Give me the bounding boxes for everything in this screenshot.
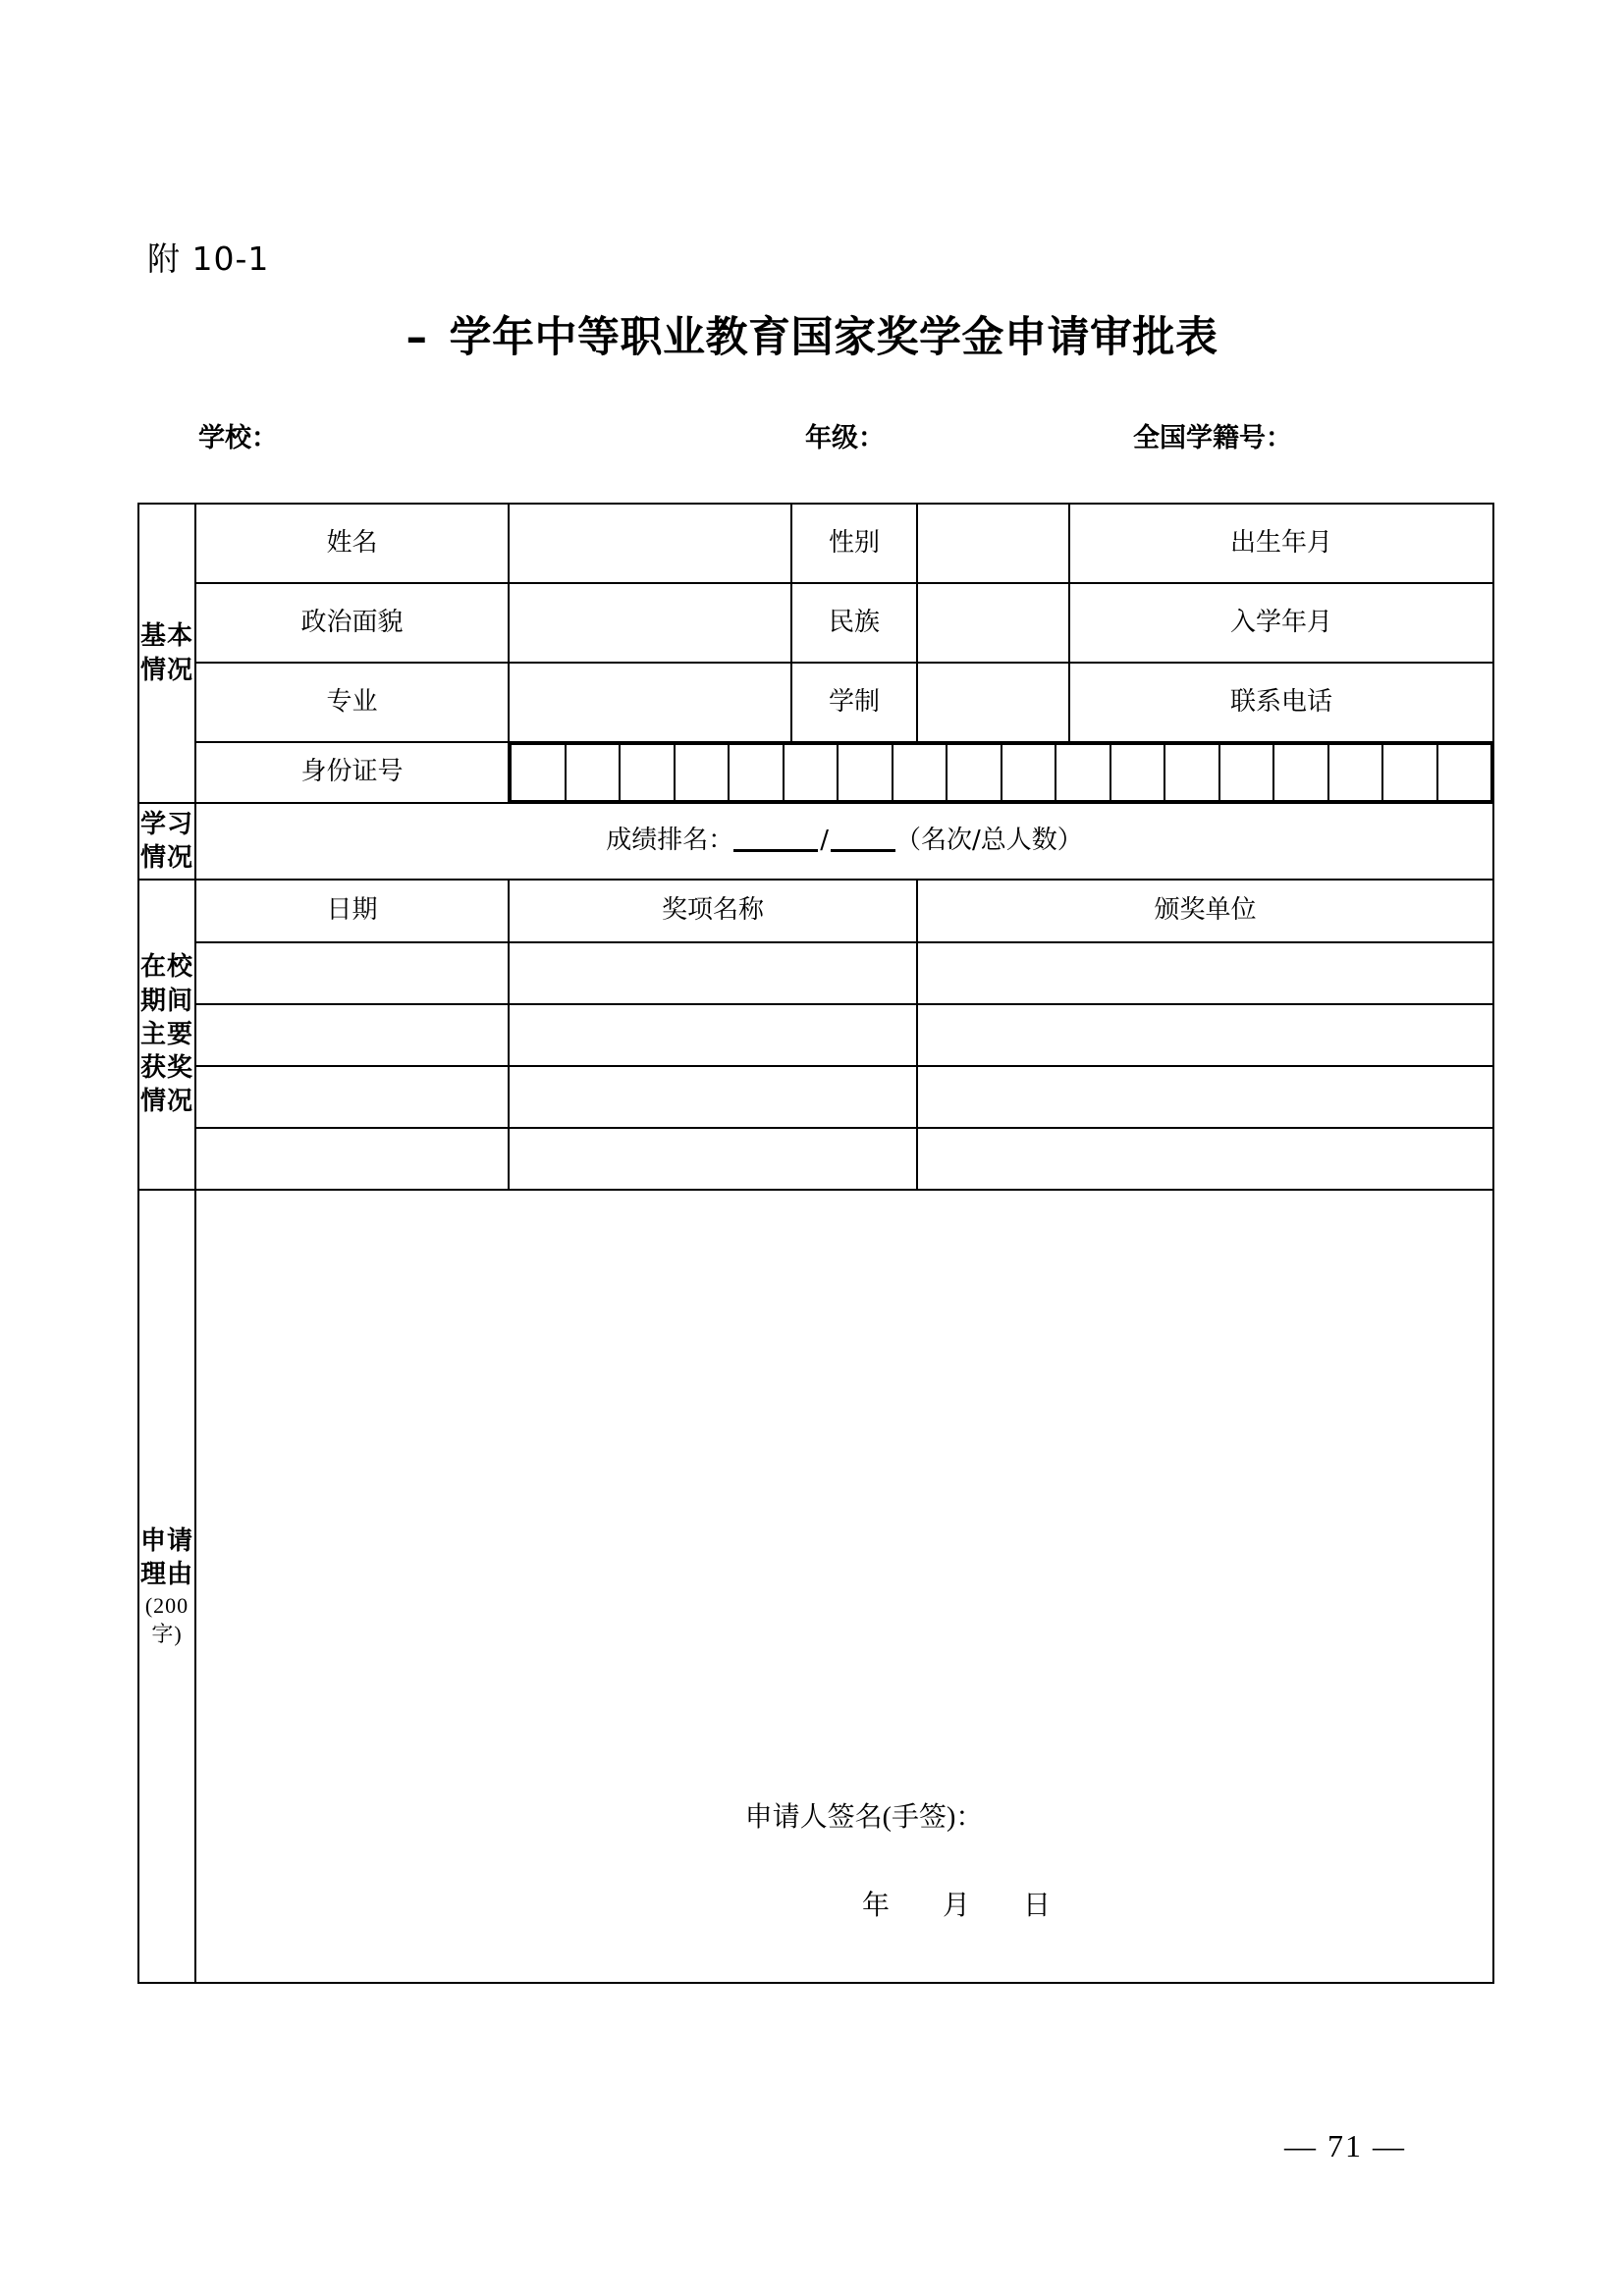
section-label-study (138, 803, 195, 880)
table-row (138, 583, 1493, 663)
grade-ranking-slash: / (820, 826, 830, 856)
field-label-gender: 性别 (791, 504, 917, 583)
id-number-box[interactable] (1110, 744, 1165, 801)
field-label-major: 专业 (195, 663, 509, 742)
section-label-basic-info-line2: 情况 (139, 655, 193, 685)
id-number-box[interactable] (511, 744, 566, 801)
award-cell-date[interactable] (195, 942, 509, 1004)
field-value-ethnicity[interactable] (917, 583, 1069, 663)
award-cell-name[interactable] (509, 942, 917, 1004)
id-number-box[interactable] (947, 744, 1001, 801)
field-label-phone: 联系电话 (1069, 663, 1493, 742)
table-row (138, 1190, 1493, 1983)
section-label-study-line2: 情况 (139, 843, 193, 873)
id-number-box[interactable] (1437, 744, 1492, 801)
section-label-reason-note2: 字) (151, 1622, 183, 1647)
table-row (138, 803, 1493, 880)
section-label-reason-note1: (200 (144, 1593, 189, 1619)
section-label-basic-info-line1: 基本 (139, 621, 193, 652)
id-number-box[interactable] (620, 744, 675, 801)
application-reason-textarea[interactable] (195, 1190, 1493, 1983)
id-number-box[interactable] (675, 744, 730, 801)
field-label-name: 姓名 (195, 504, 509, 583)
section-label-study-line1: 学习 (139, 809, 193, 839)
id-number-box[interactable] (838, 744, 893, 801)
id-number-box[interactable] (1382, 744, 1437, 801)
table-row (138, 742, 1493, 803)
section-label-awards-line1: 在校 (139, 952, 193, 983)
title-year-blank-dash: – (406, 313, 428, 362)
id-number-box[interactable] (784, 744, 839, 801)
signature-date-line (196, 1888, 1492, 1925)
national-student-id-label: 全国学籍号： (1133, 423, 1292, 454)
field-value-id-number (509, 742, 1493, 803)
meta-row (137, 416, 1492, 455)
id-number-box[interactable] (1056, 744, 1110, 801)
id-number-box[interactable] (1273, 744, 1328, 801)
id-number-box[interactable] (893, 744, 947, 801)
page-number: — 71 — (1284, 2128, 1406, 2163)
id-number-box[interactable] (566, 744, 621, 801)
award-cell-org[interactable] (917, 942, 1493, 1004)
award-cell-date[interactable] (195, 1128, 509, 1190)
school-label: 学校： (198, 423, 278, 454)
award-cell-org[interactable] (917, 1128, 1493, 1190)
section-label-awards-line4: 获奖 (139, 1053, 193, 1084)
field-value-political-status[interactable] (509, 583, 791, 663)
signature-block (196, 1799, 1492, 1925)
section-label-basic-info (138, 504, 195, 803)
id-number-box[interactable] (1001, 744, 1056, 801)
grade-ranking-input-rank[interactable] (733, 849, 818, 852)
column-header-award-name: 奖项名称 (509, 880, 917, 942)
application-form-table (137, 503, 1494, 1984)
id-number-box[interactable] (729, 744, 784, 801)
award-cell-name[interactable] (509, 1128, 917, 1190)
section-label-awards-line5: 情况 (139, 1087, 193, 1117)
grade-label: 年级： (805, 423, 885, 454)
table-row (138, 663, 1493, 742)
attachment-label: 附 10-1 (147, 240, 270, 278)
section-label-application-reason (138, 1190, 195, 1983)
field-value-gender[interactable] (917, 504, 1069, 583)
award-cell-date[interactable] (195, 1004, 509, 1066)
section-label-reason-line1: 申请 (139, 1525, 193, 1556)
table-row (138, 1004, 1493, 1066)
field-label-program-length: 学制 (791, 663, 917, 742)
table-row (138, 1128, 1493, 1190)
section-label-awards (138, 880, 195, 1190)
title-text: 学年中等职业教育国家奖学金申请审批表 (449, 313, 1218, 362)
grade-ranking-prefix: 成绩排名： (606, 826, 734, 856)
award-cell-date[interactable] (195, 1066, 509, 1128)
award-cell-name[interactable] (509, 1066, 917, 1128)
section-label-reason-line2: 理由 (139, 1559, 193, 1589)
date-day-label: 日 (1023, 1891, 1054, 1922)
section-label-awards-line3: 主要 (139, 1019, 193, 1049)
grade-ranking-suffix: （名次/总人数） (895, 826, 1083, 856)
page-title (0, 314, 1624, 362)
id-number-box[interactable] (1219, 744, 1274, 801)
field-label-enrollment-date: 入学年月 (1069, 583, 1493, 663)
date-year-label: 年 (861, 1891, 892, 1922)
section-label-awards-line2: 期间 (139, 986, 193, 1016)
table-row (138, 880, 1493, 942)
award-cell-org[interactable] (917, 1066, 1493, 1128)
field-label-birth-date: 出生年月 (1069, 504, 1493, 583)
field-label-ethnicity: 民族 (791, 583, 917, 663)
id-number-box[interactable] (1164, 744, 1219, 801)
grade-ranking-input-total[interactable] (831, 849, 895, 852)
id-number-box-row (511, 744, 1491, 801)
table-row (138, 1066, 1493, 1128)
table-row (138, 942, 1493, 1004)
field-value-program-length[interactable] (917, 663, 1069, 742)
field-label-id-number: 身份证号 (195, 742, 509, 803)
field-value-name[interactable] (509, 504, 791, 583)
applicant-signature-label: 申请人签名(手签)： (744, 1802, 984, 1834)
id-number-box[interactable] (1328, 744, 1383, 801)
grade-ranking-cell (195, 803, 1493, 880)
table-row (138, 504, 1493, 583)
award-cell-org[interactable] (917, 1004, 1493, 1066)
award-cell-name[interactable] (509, 1004, 917, 1066)
field-label-political-status: 政治面貌 (195, 583, 509, 663)
column-header-date: 日期 (195, 880, 509, 942)
field-value-major[interactable] (509, 663, 791, 742)
column-header-issuing-org: 颁奖单位 (917, 880, 1493, 942)
date-month-label: 月 (943, 1891, 973, 1922)
